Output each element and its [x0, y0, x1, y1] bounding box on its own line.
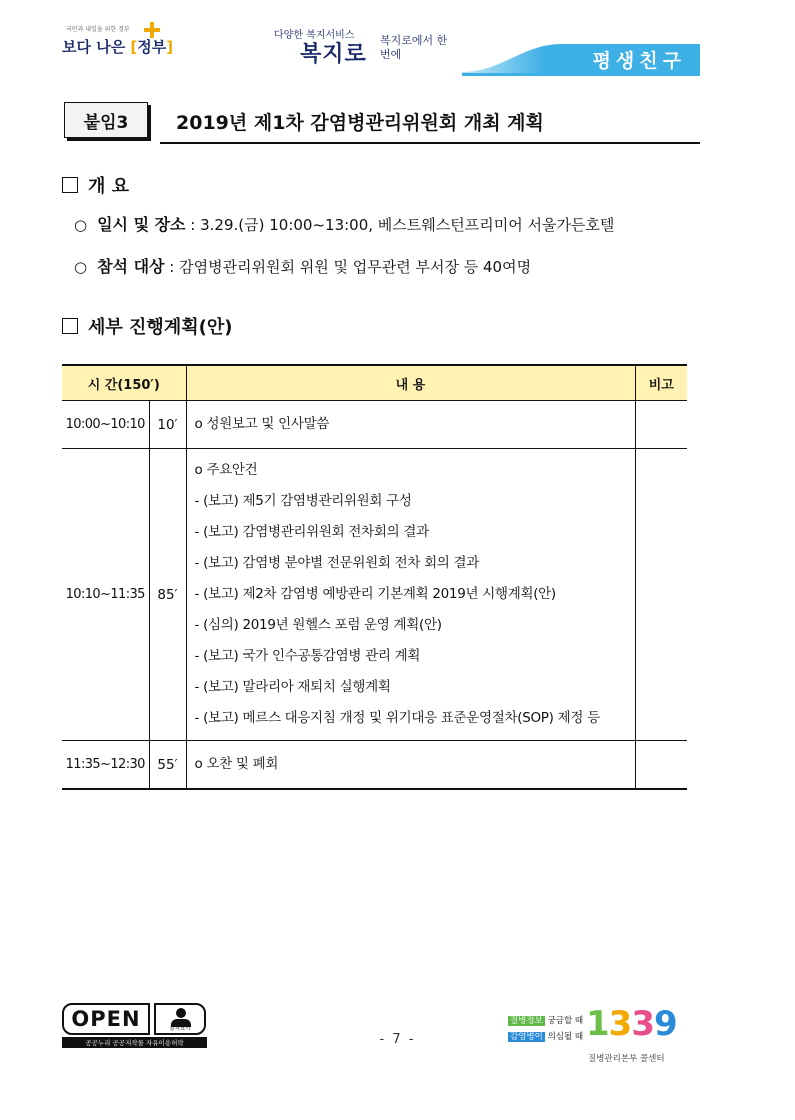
gov-slogan: 보다 나은 [정부] — [62, 38, 174, 56]
circle-bullet-icon: ○ — [74, 258, 88, 276]
row-note — [635, 741, 687, 790]
callcenter-number: 1339 — [586, 1004, 677, 1044]
schedule-table — [62, 364, 687, 790]
agenda-item: - (보고) 메르스 대응지침 개정 및 위기대응 표준운영절차(SOP) 제정 등 — [194, 710, 600, 726]
plus-icon — [144, 22, 160, 38]
table-row — [62, 741, 687, 790]
header-banner — [462, 40, 700, 76]
gov-slogan-small: 국민과 내일을 위한 정부 — [66, 26, 130, 33]
page-title: 2019년 제1차 감염병관리위원회 개최 계획 — [176, 112, 544, 134]
table-header-row — [62, 365, 687, 401]
agenda-item: o 주요안건 — [194, 462, 258, 478]
agenda-item: o 오찬 및 폐회 — [194, 756, 279, 772]
kcdc-caption: 질병관리본부 콜센터 — [588, 1054, 665, 1064]
row-content — [186, 741, 635, 790]
table-row — [62, 401, 687, 449]
checkbox-square-icon — [62, 177, 78, 193]
section-heading-overview: 개 요 — [62, 172, 129, 198]
overview-value: 감염병관리위원회 위원 및 업무관련 부서장 등 40여명 — [179, 258, 532, 276]
row-duration: 10′ — [149, 401, 186, 449]
bokjiro-small: 다양한 복지서비스 — [274, 30, 355, 41]
overview-key: 참석 대상 — [97, 257, 165, 276]
agenda-item: - (보고) 감염병관리위원회 전차회의 결과 — [194, 524, 429, 540]
row-content — [186, 401, 635, 449]
row-duration: 85′ — [149, 449, 186, 741]
row-duration: 55′ — [149, 741, 186, 790]
overview-item-attendees: ○ 참석 대상 : 감염병관리위원회 위원 및 업무관련 부서장 등 40여명 — [74, 257, 532, 276]
bokjiro-tagline: 복지로에서 한번에 — [380, 34, 448, 61]
attachment-tag: 붙임3 — [64, 102, 148, 138]
bokjiro-wordmark: 복지로 — [300, 42, 367, 67]
title-underline — [160, 142, 700, 144]
open-label: OPEN — [62, 1003, 150, 1035]
bokjiro-logo — [268, 26, 448, 70]
agenda-item: - (보고) 제2차 감염병 예방관리 기본계획 2019년 시행계획(안) — [194, 586, 556, 602]
agenda-item: - (보고) 말라리아 재퇴치 실행계획 — [194, 679, 391, 695]
overview-item-datetime: ○ 일시 및 장소 : 3.29.(금) 10:00~13:00, 베스트웨스턴프리미어 서울가든호텔 — [74, 215, 615, 234]
banner-label: 평생친구 — [592, 50, 686, 72]
page-number: - 7 - — [379, 1032, 416, 1047]
row-time: 10:00~10:10 — [62, 401, 149, 449]
agenda-item: o 성원보고 및 인사말씀 — [194, 416, 330, 432]
kcdc-callcenter-logo: 질병정보 궁금할 때 감염병이 의심될 때 1339 질병관리본부 콜센터 — [510, 1004, 677, 1064]
government-logo — [62, 24, 174, 68]
agenda-item: - (보고) 감염병 분야별 전문위원회 전차 회의 결과 — [194, 555, 480, 571]
checkbox-square-icon — [62, 318, 78, 334]
agenda-item: - (보고) 국가 인수공통감염병 관리 계획 — [194, 648, 421, 664]
circle-bullet-icon: ○ — [74, 216, 88, 234]
agenda-item: - (보고) 제5기 감염병관리위원회 구성 — [194, 493, 412, 509]
row-content — [186, 449, 635, 741]
row-time: 10:10~11:35 — [62, 449, 149, 741]
row-note — [635, 401, 687, 449]
overview-value: 3.29.(금) 10:00~13:00, 베스트웨스턴프리미어 서울가든호텔 — [200, 216, 615, 234]
header-content: 내 용 — [186, 365, 635, 401]
row-time: 11:35~12:30 — [62, 741, 149, 790]
table-row — [62, 449, 687, 741]
row-note — [635, 449, 687, 741]
header-time: 시 간(150′) — [62, 365, 186, 401]
overview-key: 일시 및 장소 — [97, 215, 186, 234]
kogl-strip: 공공누리 공공저작물 자유이용허락 — [62, 1037, 207, 1048]
attribution-icon: 출처표시 — [154, 1003, 206, 1035]
agenda-item: - (심의) 2019년 원헬스 포럼 운영 계획(안) — [194, 617, 442, 633]
section-heading-detail-plan: 세부 진행계획(안) — [62, 313, 232, 339]
header-note: 비고 — [635, 365, 687, 401]
